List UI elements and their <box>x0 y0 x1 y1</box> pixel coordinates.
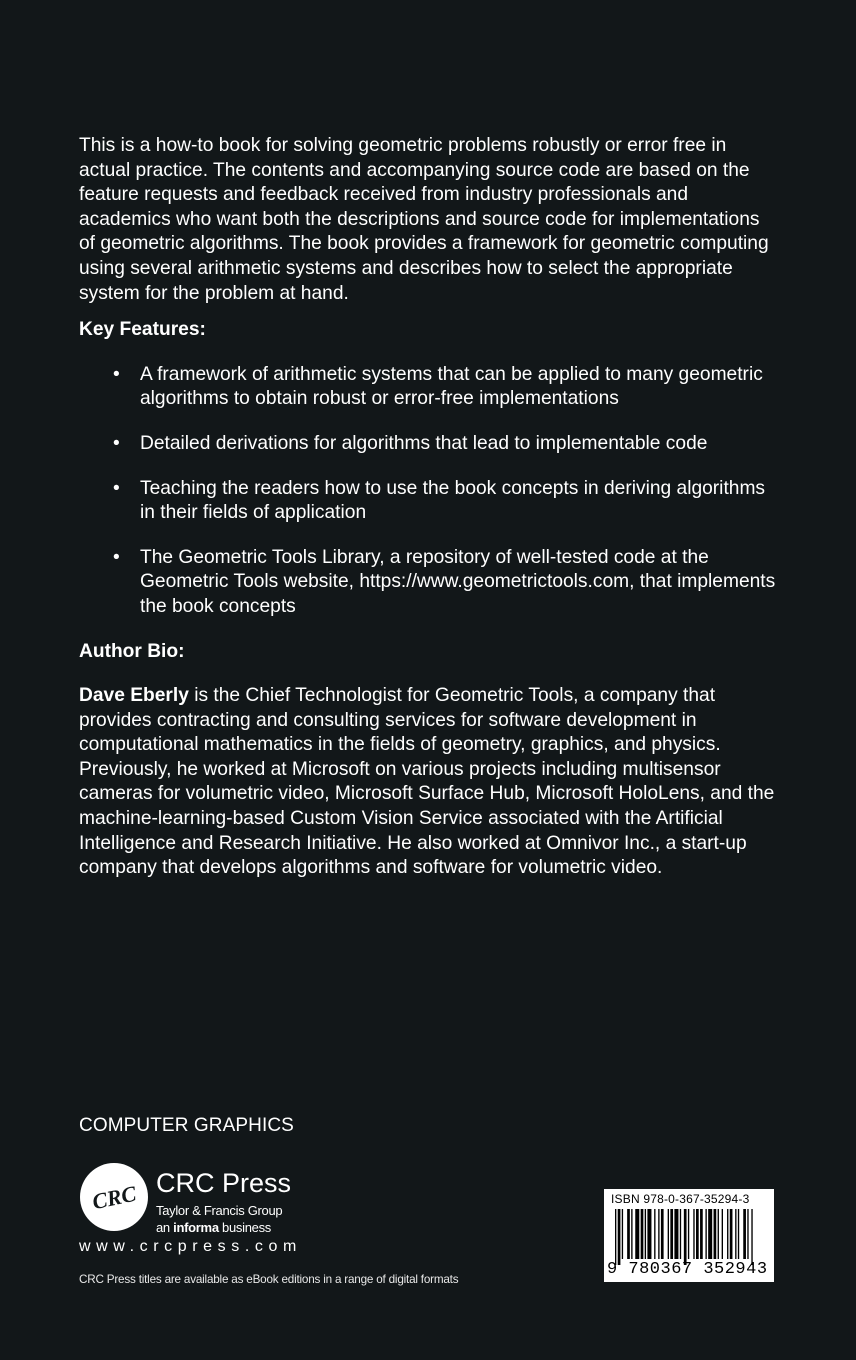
list-item: • Detailed derivations for algorithms that lead to implementable code <box>79 432 779 457</box>
crc-logo-icon <box>79 1162 149 1232</box>
author-bio-paragraph <box>79 684 779 881</box>
back-cover-text <box>79 134 779 881</box>
author-name: Dave Eberly <box>79 685 189 707</box>
intro-paragraph: This is a how-to book for solving geometric problems robustly or error free in actual practice. The contents and accompanying source code are based on the feature requests and feedback received from industry professionals and academics who want both the descriptions and source code for implementations of geometric algorithms. The book provides a framework for geometric computing using several arithmetic systems and describes how to select the appropriate system for the problem at hand. <box>79 135 769 304</box>
bullet-icon: • <box>113 477 120 499</box>
barcode-number: 9 780367 352943 <box>607 1260 768 1279</box>
list-item: • A framework of arithmetic systems that can be applied to many geometric algorithms to obtain robust or error-free implementations <box>113 363 763 410</box>
key-features-heading: Key Features: <box>79 319 206 341</box>
key-features-list <box>79 363 779 620</box>
author-bio-text: is the Chief Technologist for Geometric Tools, a company that provides contracting and consulting services for software development in computational mathematics in the fields of geometry, graphics, and physics. Previously, he worked at Microsoft on various projects including multisensor cameras for volumetric video, Microsoft Surface Hub, Microsoft HoloLens, and the machine-learning-based Custom Vision Service associated with the Artificial Intelligence and Research Initiative. He also worked at Omnivor Inc., a start-up company that develops algorithms and software for volumetric video. <box>79 685 775 879</box>
informa-line: an informa business <box>156 1220 271 1235</box>
list-item: • Teaching the readers how to use the book concepts in deriving algorithms in their fields of application <box>113 477 766 524</box>
isbn-barcode <box>604 1189 774 1282</box>
publisher-website: www.crcpress.com <box>79 1238 302 1255</box>
list-item: • The Geometric Tools Library, a repository of well-tested code at the Geometric Tools website, https://www.geometrictools.com, that implements the book concepts <box>113 546 776 617</box>
bullet-icon: • <box>113 363 120 385</box>
logo-text: CRC <box>89 1180 139 1215</box>
author-bio-heading: Author Bio: <box>79 640 185 662</box>
publisher-name: CRC Press <box>156 1168 292 1198</box>
publisher-block <box>156 1168 291 1236</box>
category-label: COMPUTER GRAPHICS <box>79 1115 294 1136</box>
publisher-group: Taylor & Francis Group <box>156 1203 283 1218</box>
bullet-icon: • <box>113 432 120 454</box>
bullet-icon: • <box>113 546 120 568</box>
ebook-note: CRC Press titles are available as eBook editions in a range of digital formats <box>79 1273 459 1286</box>
isbn-text: ISBN 978-0-367-35294-3 <box>611 1192 750 1206</box>
